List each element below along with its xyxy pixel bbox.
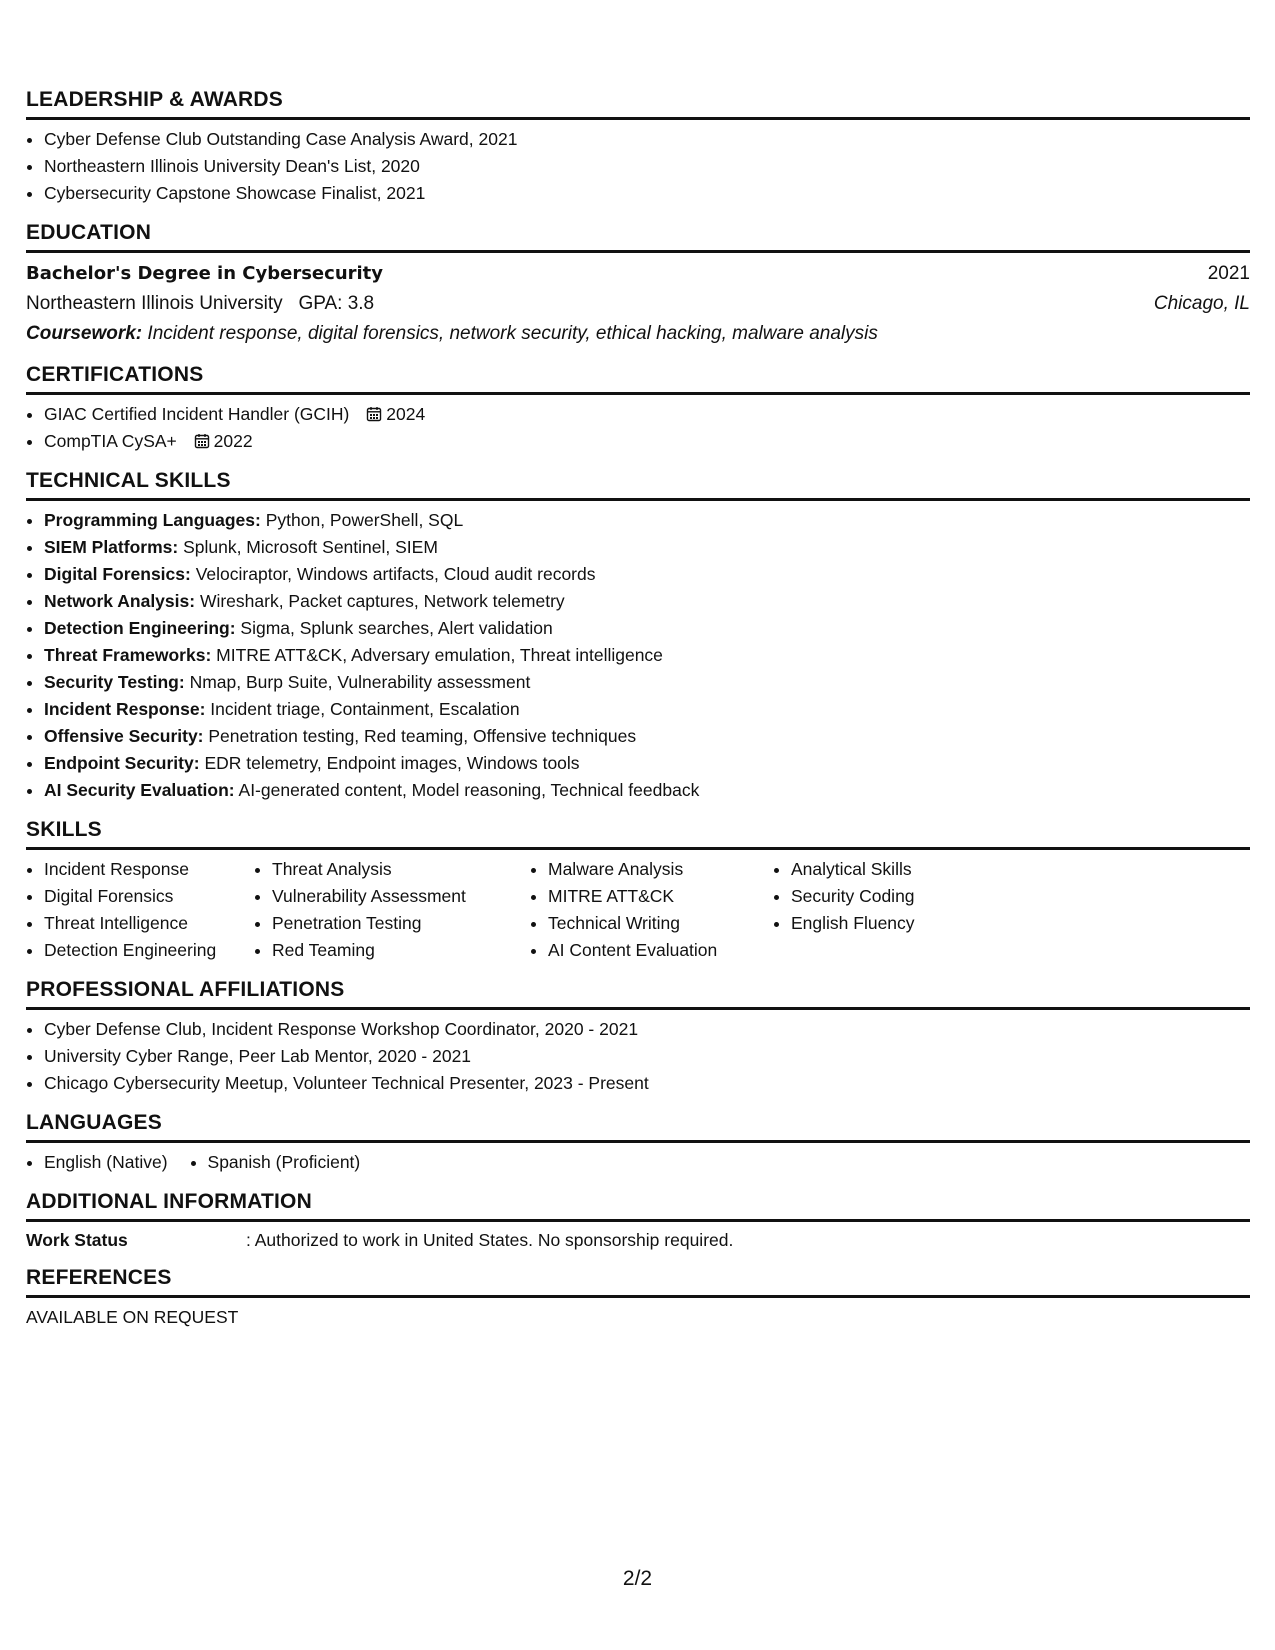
list-item: • Cyber Defense Club, Incident Response Workshop Coordinator, 2020 - 2021 (44, 1016, 1250, 1043)
coursework-text: Incident response, digital forensics, network security, ethical hacking, malware analysis (147, 323, 878, 344)
calendar-icon (194, 433, 210, 449)
references-section (26, 1266, 1250, 1330)
list-item (44, 750, 1250, 777)
skills-section (26, 818, 1250, 964)
list-item: • Malware Analysis (548, 856, 773, 883)
calendar-icon (366, 406, 382, 422)
cert-name: GIAC Certified Incident Handler (GCIH) (44, 404, 350, 424)
skill-value: AI-generated content, Model reasoning, Technical feedback (238, 780, 700, 800)
skills-column (254, 856, 530, 964)
leadership-section (26, 88, 1250, 207)
skill-label: AI Security Evaluation: (44, 780, 235, 800)
skill-label: Incident Response: (44, 699, 206, 719)
list-item (44, 669, 1250, 696)
skill-value: Python, PowerShell, SQL (265, 510, 464, 530)
section-title-skills: SKILLS (26, 818, 1250, 850)
skill-value: Sigma, Splunk searches, Alert validation (240, 618, 553, 638)
list-item: • Analytical Skills (791, 856, 991, 883)
section-title-affiliations: PROFESSIONAL AFFILIATIONS (26, 978, 1250, 1010)
references-text: AVAILABLE ON REQUEST (26, 1307, 239, 1327)
certifications-section (26, 363, 1250, 455)
section-title-certifications: CERTIFICATIONS (26, 363, 1250, 395)
section-title-technical-skills: TECHNICAL SKILLS (26, 469, 1250, 501)
list-item (44, 561, 1250, 588)
education-row-1 (26, 259, 1250, 289)
skill-label: Network Analysis: (44, 591, 196, 611)
degree: Bachelor's Degree in Cybersecurity (26, 263, 384, 284)
cert-year: 2024 (386, 404, 426, 424)
list-item (44, 428, 1250, 455)
technical-skills-list (26, 507, 1250, 804)
school-line (26, 289, 374, 319)
list-item: • English Fluency (791, 910, 991, 937)
list-item (44, 777, 1250, 804)
skill-value: Wireshark, Packet captures, Network telemetry (199, 591, 565, 611)
list-item (44, 615, 1250, 642)
list-item (44, 723, 1250, 750)
skill-label: Threat Frameworks: (44, 645, 212, 665)
section-title-leadership: LEADERSHIP & AWARDS (26, 88, 1250, 120)
school-name: Northeastern Illinois University (26, 293, 283, 314)
list-item: • Security Coding (791, 883, 991, 910)
skills-grid (26, 856, 1250, 964)
affiliations-list (26, 1016, 1250, 1097)
skill-label: Detection Engineering: (44, 618, 236, 638)
page-number: 2/2 (622, 1567, 653, 1590)
skill-value: Splunk, Microsoft Sentinel, SIEM (183, 537, 438, 557)
section-title-references: REFERENCES (26, 1266, 1250, 1298)
list-item (44, 401, 1250, 428)
list-item: • Detection Engineering (44, 937, 254, 964)
leadership-list (26, 126, 1250, 207)
list-item: • Chicago Cybersecurity Meetup, Volunteer Technical Presenter, 2023 - Present (44, 1070, 1250, 1097)
skill-value: MITRE ATT&CK, Adversary emulation, Threat intelligence (216, 645, 663, 665)
list-item (44, 588, 1250, 615)
list-item: • Red Teaming (272, 937, 530, 964)
skill-value: Incident triage, Containment, Escalation (210, 699, 520, 719)
skill-value: Velociraptor, Windows artifacts, Cloud audit records (195, 564, 596, 584)
coursework-row (26, 319, 1250, 349)
work-status-label: Work Status (26, 1230, 128, 1250)
skill-value: Nmap, Burp Suite, Vulnerability assessment (189, 672, 531, 692)
languages-section (26, 1111, 1250, 1176)
list-item: • AI Content Evaluation (548, 937, 773, 964)
cert-name: CompTIA CySA+ (44, 431, 177, 451)
list-item (44, 507, 1250, 534)
section-title-education: EDUCATION (26, 221, 1250, 253)
list-item (44, 642, 1250, 669)
list-item: • Cyber Defense Club Outstanding Case Analysis Award, 2021 (44, 126, 1250, 153)
list-item (44, 534, 1250, 561)
list-item: • Threat Intelligence (44, 910, 254, 937)
technical-skills-section (26, 469, 1250, 804)
list-item: • Northeastern Illinois University Dean's List, 2020 (44, 153, 1250, 180)
school-location: Chicago, IL (1153, 293, 1250, 314)
list-item: • English (Native) (44, 1149, 168, 1176)
section-title-additional-info: ADDITIONAL INFORMATION (26, 1190, 1250, 1222)
coursework-line (26, 319, 878, 349)
skill-label: Offensive Security: (44, 726, 204, 746)
education-row-2 (26, 289, 1250, 319)
list-item (44, 696, 1250, 723)
skill-label: Endpoint Security: (44, 753, 200, 773)
resume-page (26, 88, 1250, 1344)
skill-value: EDR telemetry, Endpoint images, Windows tools (204, 753, 580, 773)
affiliations-section (26, 978, 1250, 1097)
skills-column (773, 856, 991, 964)
skill-label: SIEM Platforms: (44, 537, 179, 557)
list-item: • Threat Analysis (272, 856, 530, 883)
list-item: • Spanish (Proficient) (208, 1149, 361, 1176)
skill-label: Programming Languages: (44, 510, 261, 530)
languages-list (26, 1149, 1250, 1176)
list-item: • Incident Response (44, 856, 254, 883)
education-section (26, 221, 1250, 349)
list-item: • MITRE ATT&CK (548, 883, 773, 910)
skill-label: Digital Forensics: (44, 564, 191, 584)
graduation-year: 2021 (1207, 263, 1250, 284)
work-status-row (26, 1228, 1250, 1252)
list-item: • Cybersecurity Capstone Showcase Finalist, 2021 (44, 180, 1250, 207)
certifications-list (26, 401, 1250, 455)
additional-info-section (26, 1190, 1250, 1252)
skills-column (26, 856, 254, 964)
work-status-value: : Authorized to work in United States. No sponsorship required. (246, 1230, 734, 1250)
cert-year: 2022 (213, 431, 253, 451)
skill-value: Penetration testing, Red teaming, Offensive techniques (208, 726, 637, 746)
list-item: • Technical Writing (548, 910, 773, 937)
list-item: • Vulnerability Assessment (272, 883, 530, 910)
list-item: • Digital Forensics (44, 883, 254, 910)
list-item: • Penetration Testing (272, 910, 530, 937)
skills-column (530, 856, 773, 964)
list-item: • University Cyber Range, Peer Lab Mentor, 2020 - 2021 (44, 1043, 1250, 1070)
gpa: GPA: 3.8 (298, 293, 375, 314)
coursework-label: Coursework: (26, 323, 143, 344)
section-title-languages: LANGUAGES (26, 1111, 1250, 1143)
skill-label: Security Testing: (44, 672, 185, 692)
